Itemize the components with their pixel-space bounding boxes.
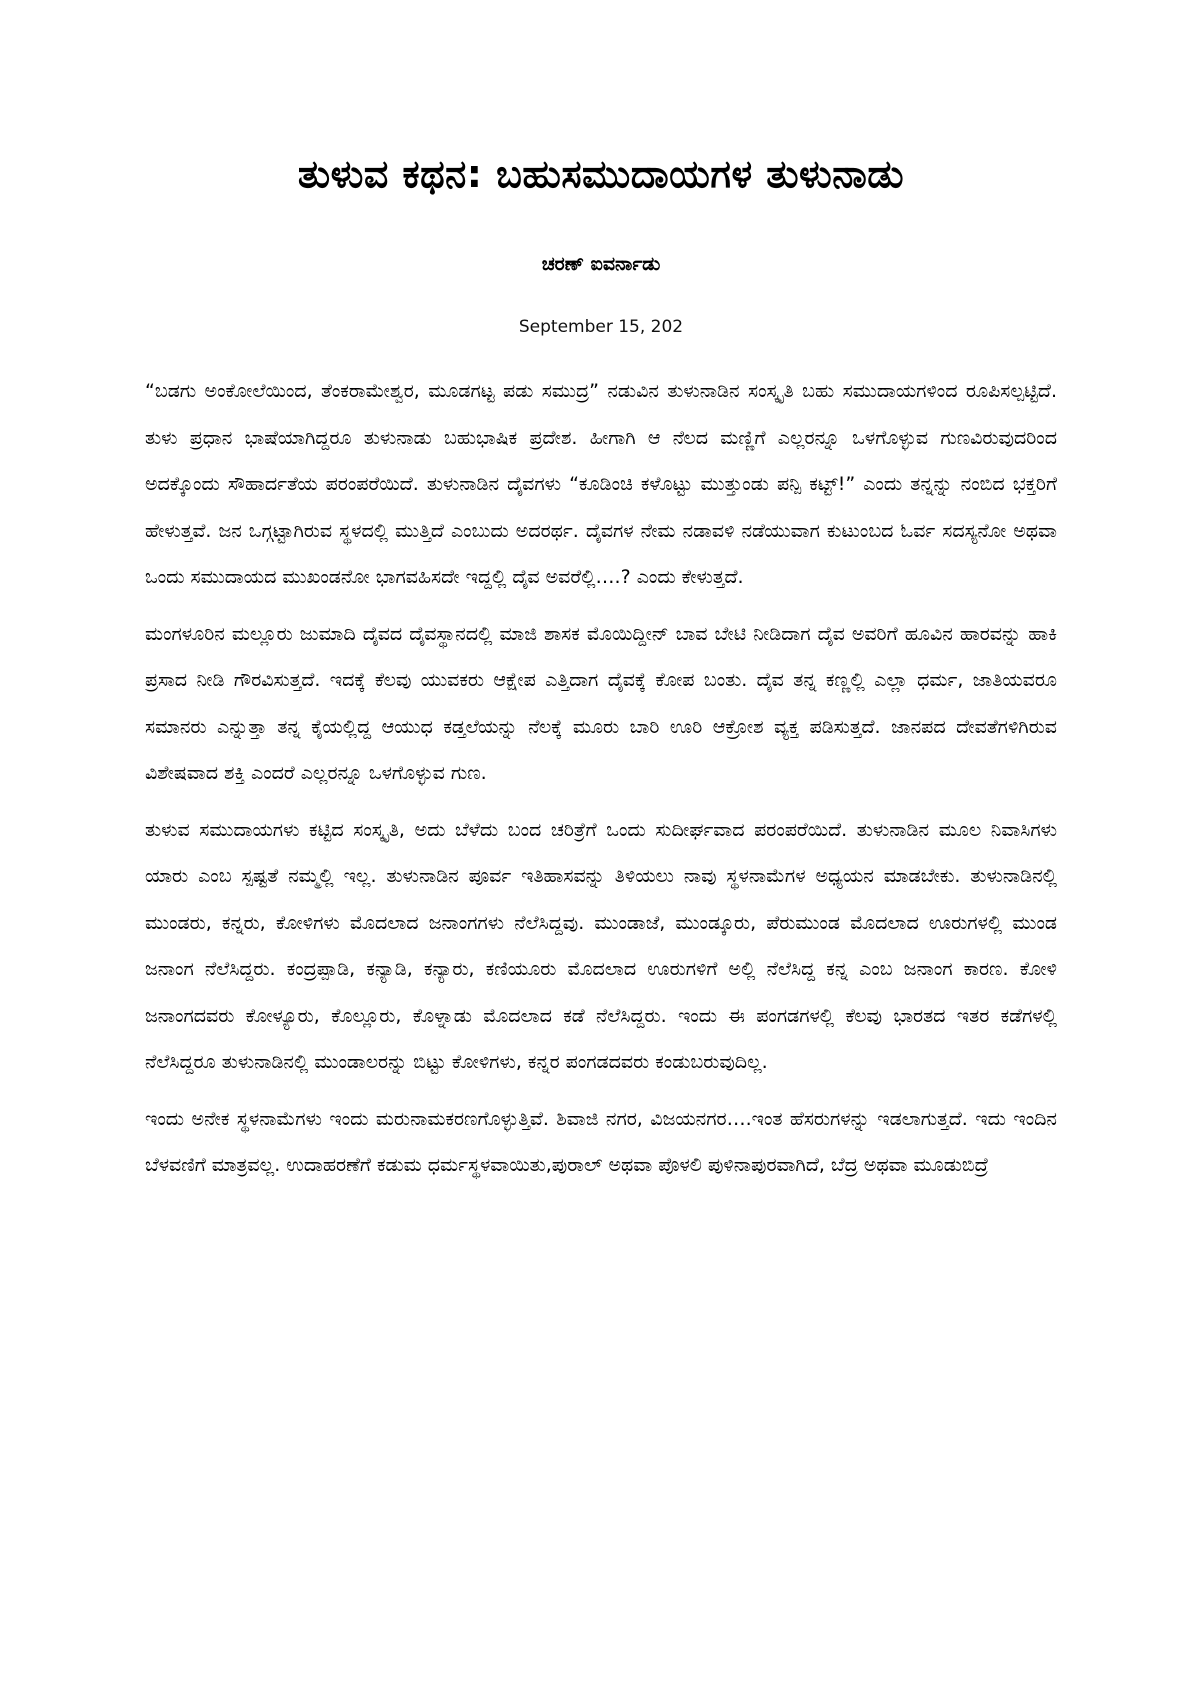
document-title: ತುಳುವ ಕಥನ: ಬಹುಸಮುದಾಯಗಳ ತುಳುನಾಡು [297,152,905,196]
paragraph-2: ಮಂಗಳೂರಿನ ಮಲ್ಲೂರು ಜುಮಾದಿ ದೈವದ ದೈವಸ್ಥಾನದಲ್ಲಿ ಮಾಜಿ ಶಾಸಕ ಮೊಯಿದ್ದೀನ್ ಬಾವ ಬೇಟಿ ನೀಡಿದಾಗ ದೈವ ಅವರಿಗೆ ಹೂವಿನ ಹಾರವನ್ನು ಹಾಕಿ ಪ್ರಸಾದ ನೀಡಿ ಗೌರವಿಸುತ್ತದೆ. ಇದಕ್ಕೆ ಕೆಲವು ಯುವಕರು ಆಕ್ಷೇಪ ಎತ್ತಿದಾಗ ದೈವಕ್ಕೆ ಕೋಪ ಬಂತು. ದೈವ ತನ್ನ ಕಣ್ಣಲ್ಲಿ ಎಲ್ಲಾ ಧರ್ಮ, ಜಾತಿಯವರೂ ಸಮಾನರು ಎನ್ನುತ್ತಾ ತನ್ನ ಕೈಯಲ್ಲಿದ್ದ ಆಯುಧ ಕಡ್ತಲೆಯನ್ನು ನೆಲಕ್ಕೆ ಮೂರು ಬಾರಿ ಊರಿ ಆಕ್ರೋಶ ವ್ಯಕ್ತ ಪಡಿಸುತ್ತದೆ. ಜಾನಪದ ದೇವತೆಗಳಿಗಿರುವ ವಿಶೇಷವಾದ ಶಕ್ತಿ ಎಂದರೆ ಎಲ್ಲರನ್ನೂ ಒಳಗೊಳ್ಳುವ ಗುಣ. [145,622,1057,784]
paragraph-4: ಇಂದು ಅನೇಕ ಸ್ಥಳನಾಮೆಗಳು ಇಂದು ಮರುನಾಮಕರಣಗೊಳ್ಳುತ್ತಿವೆ. ಶಿವಾಜಿ ನಗರ, ವಿಜಯನಗರ….ಇಂತ ಹೆಸರುಗಳನ್ನು ಇಡಲಾಗುತ್ತದೆ. ಇದು ಇಂದಿನ ಬೆಳವಣಿಗೆ ಮಾತ್ರವಲ್ಲ. ಉದಾಹರಣೆಗೆ ಕಡುಮ ಧರ್ಮಸ್ಥಳವಾಯಿತು,ಪುರಾಲ್ ಅಥವಾ ಪೊಳಲಿ ಪುಳಿನಾಪುರವಾಗಿದೆ, ಬೆದ್ರ ಅಥವಾ ಮೂಡುಬಿದ್ರೆ [145,1107,1057,1176]
paragraph-3: ತುಳುವ ಸಮುದಾಯಗಳು ಕಟ್ಟಿದ ಸಂಸ್ಕೃತಿ, ಅದು ಬೆಳೆದು ಬಂದ ಚರಿತ್ರೆಗೆ ಒಂದು ಸುದೀರ್ಘವಾದ ಪರಂಪರೆಯಿದೆ. ತುಳುನಾಡಿನ ಮೂಲ ನಿವಾಸಿಗಳು ಯಾರು ಎಂಬ ಸ್ಪಷ್ಟತೆ ನಮ್ಮಲ್ಲಿ ಇಲ್ಲ. ತುಳುನಾಡಿನ ಪೂರ್ವ ಇತಿಹಾಸವನ್ನು ತಿಳಿಯಲು ನಾವು ಸ್ಥಳನಾಮೆಗಳ ಅಧ್ಯಯನ ಮಾಡಬೇಕು. ತುಳುನಾಡಿನಲ್ಲಿ ಮುಂಡರು, ಕನ್ನರು, ಕೋಳಿಗಳು ಮೊದಲಾದ ಜನಾಂಗಗಳು ನೆಲೆಸಿದ್ದವು. ಮುಂಡಾಜೆ, ಮುಂಡ್ಕೂರು, ಪೆರುಮುಂಡ ಮೊದಲಾದ ಊರುಗಳಲ್ಲಿ ಮುಂಡ ಜನಾಂಗ ನೆಲೆಸಿದ್ದರು. ಕಂದ್ರಪ್ಪಾಡಿ, ಕನ್ಯಾಡಿ, ಕನ್ಯಾರು, ಕಣಿಯೂರು ಮೊದಲಾದ ಊರುಗಳಿಗೆ ಅಲ್ಲಿ ನೆಲೆಸಿದ್ದ ಕನ್ನ ಎಂಬ ಜನಾಂಗ ಕಾರಣ. ಕೋಳಿ ಜನಾಂಗದವರು ಕೋಳ್ಯೂರು, ಕೊಲ್ಲೂರು, ಕೊಳ್ನಾಡು ಮೊದಲಾದ ಕಡೆ ನೆಲೆಸಿದ್ದರು. ಇಂದು ಈ ಪಂಗಡಗಳಲ್ಲಿ ಕೆಲವು ಭಾರತದ ಇತರ ಕಡೆಗಳಲ್ಲಿ ನೆಲೆಸಿದ್ದರೂ ತುಳುನಾಡಿನಲ್ಲಿ ಮುಂಡಾಲರನ್ನು ಬಿಟ್ಟು ಕೋಳಿಗಳು, ಕನ್ನರ ಪಂಗಡದವರು ಕಂಡುಬರುವುದಿಲ್ಲ. [145,818,1057,1073]
author-name: ಚರಣ್ ಐವರ್ನಾಡು [541,253,661,275]
paragraph-1: “ಬಡಗು ಅಂಕೋಲೆಯಿಂದ, ತೆಂಕರಾಮೇಶ್ವರ, ಮೂಡಗಟ್ಟ ಪಡು ಸಮುದ್ರ” ನಡುವಿನ ತುಳುನಾಡಿನ ಸಂಸ್ಕೃತಿ ಬಹು ಸಮುದಾಯಗಳಿಂದ ರೂಪಿಸಲ್ಪಟ್ಟಿದೆ. ತುಳು ಪ್ರಧಾನ ಭಾಷೆಯಾಗಿದ್ದರೂ ತುಳುನಾಡು ಬಹುಭಾಷಿಕ ಪ್ರದೇಶ. ಹೀಗಾಗಿ ಆ ನೆಲದ ಮಣ್ಣಿಗೆ ಎಲ್ಲರನ್ನೂ ಒಳಗೊಳ್ಳುವ ಗುಣವಿರುವುದರಿಂದ ಅದಕ್ಕೊಂದು ಸೌಹಾರ್ದತೆಯ ಪರಂಪರೆಯಿದೆ. ತುಳುನಾಡಿನ ದೈವಗಳು “ಕೂಡಿಂಚಿ ಕಳೊಟ್ಟು ಮುತ್ತುಂಡು ಪನ್ಪಿ ಕಟ್ಟ್!” ಎಂದು ತನ್ನನ್ನು ನಂಬಿದ ಭಕ್ತರಿಗೆ ಹೇಳುತ್ತವೆ. ಜನ ಒಗ್ಗಟ್ಟಾಗಿರುವ ಸ್ಥಳದಲ್ಲಿ ಮುತ್ತಿದೆ ಎಂಬುದು ಅದರರ್ಥ. ದೈವಗಳ ನೇಮ ನಡಾವಳಿ ನಡೆಯುವಾಗ ಕುಟುಂಬದ ಓರ್ವ ಸದಸ್ಯನೋ ಅಥವಾ ಒಂದು ಸಮುದಾಯದ ಮುಖಂಡನೋ ಭಾಗವಹಿಸದೇ ಇದ್ದಲ್ಲಿ ದೈವ ಅವರೆಲ್ಲಿ….? ಎಂದು ಕೇಳುತ್ತದೆ. [145,380,1057,588]
publish-date: September 15, 202 [518,317,684,337]
article-body [145,368,1057,1199]
